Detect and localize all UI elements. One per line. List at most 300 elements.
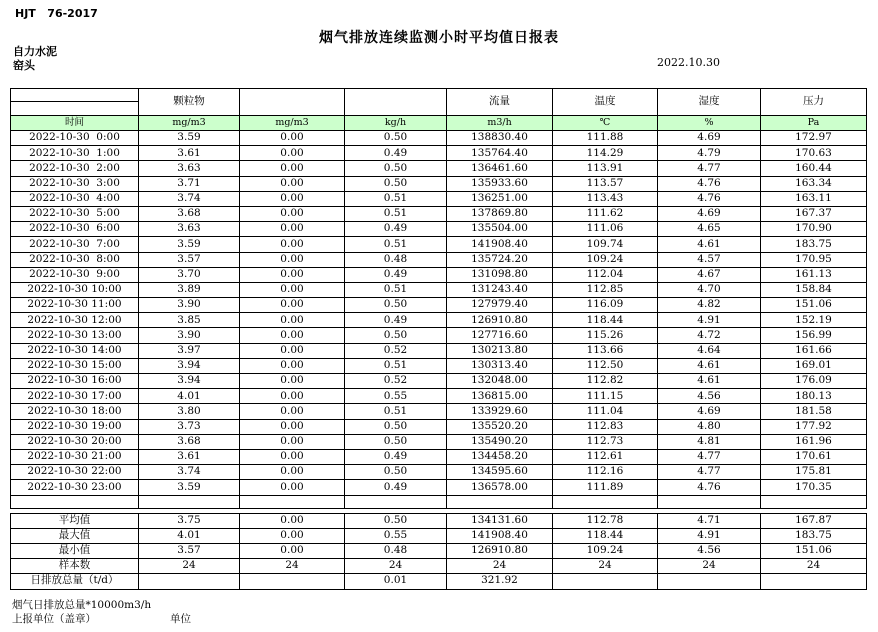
value-cell: 3.63 — [139, 161, 240, 176]
value-cell: 4.01 — [139, 389, 240, 404]
value-cell: 160.44 — [761, 161, 867, 176]
value-cell: 3.89 — [139, 282, 240, 297]
value-cell: 0.49 — [345, 313, 447, 328]
value-cell: 161.13 — [761, 267, 867, 282]
value-cell: 0.00 — [240, 343, 345, 358]
time-cell: 2022-10-30 12:00 — [11, 313, 139, 328]
value-cell: 130213.80 — [447, 343, 553, 358]
value-cell: 158.84 — [761, 282, 867, 297]
time-cell: 2022-10-30 20:00 — [11, 434, 139, 449]
value-cell: 0.50 — [345, 328, 447, 343]
table-row — [11, 282, 867, 297]
value-cell: 0.01 — [345, 573, 447, 589]
value-cell: 24 — [139, 558, 240, 573]
value-cell: 111.06 — [553, 222, 658, 237]
time-cell: 2022-10-30 18:00 — [11, 404, 139, 419]
table-row — [11, 343, 867, 358]
table-row — [11, 237, 867, 252]
corner-cell-bottom — [11, 102, 138, 115]
value-cell: 4.70 — [658, 282, 761, 297]
value-cell: 4.57 — [658, 252, 761, 267]
value-cell: 3.94 — [139, 374, 240, 389]
value-cell: 136251.00 — [447, 191, 553, 206]
value-cell: 3.90 — [139, 298, 240, 313]
value-cell: 24 — [345, 558, 447, 573]
summary-table — [10, 513, 867, 590]
table-row — [11, 313, 867, 328]
empty-cell — [345, 495, 447, 508]
summary-label: 最小值 — [11, 543, 139, 558]
value-cell: 3.59 — [139, 480, 240, 495]
company-name: 自力水泥 — [13, 45, 57, 58]
value-cell: 127979.40 — [447, 298, 553, 313]
spacer-row — [11, 495, 867, 508]
value-cell: 109.24 — [553, 543, 658, 558]
empty-cell — [240, 495, 345, 508]
value-cell: 4.72 — [658, 328, 761, 343]
value-cell: 135490.20 — [447, 434, 553, 449]
value-cell — [658, 573, 761, 589]
value-cell: 3.94 — [139, 358, 240, 373]
value-cell: 3.63 — [139, 222, 240, 237]
value-cell: 0.50 — [345, 161, 447, 176]
value-cell: 0.00 — [240, 328, 345, 343]
value-cell: 3.59 — [139, 237, 240, 252]
table-row — [11, 176, 867, 191]
unit-kg-h: kg/h — [345, 116, 447, 131]
value-cell: 109.24 — [553, 252, 658, 267]
value-cell: 183.75 — [761, 237, 867, 252]
value-cell: 170.90 — [761, 222, 867, 237]
value-cell: 111.15 — [553, 389, 658, 404]
value-cell: 126910.80 — [447, 543, 553, 558]
value-cell: 3.61 — [139, 449, 240, 464]
table-row — [11, 389, 867, 404]
time-cell: 2022-10-30 8:00 — [11, 252, 139, 267]
value-cell: 0.00 — [240, 298, 345, 313]
value-cell: 0.51 — [345, 404, 447, 419]
value-cell: 0.55 — [345, 389, 447, 404]
value-cell: 0.49 — [345, 222, 447, 237]
value-cell: 152.19 — [761, 313, 867, 328]
table-row — [11, 328, 867, 343]
value-cell: 112.16 — [553, 465, 658, 480]
value-cell: 163.11 — [761, 191, 867, 206]
value-cell: 156.99 — [761, 328, 867, 343]
value-cell: 112.78 — [553, 513, 658, 528]
value-cell: 131098.80 — [447, 267, 553, 282]
unit-header-row — [11, 116, 867, 131]
value-cell: 3.59 — [139, 131, 240, 146]
value-cell: 0.48 — [345, 543, 447, 558]
unit-m3-h: m3/h — [447, 116, 553, 131]
value-cell: 138830.40 — [447, 131, 553, 146]
unit-celsius: ℃ — [553, 116, 658, 131]
value-cell: 4.69 — [658, 131, 761, 146]
value-cell: 175.81 — [761, 465, 867, 480]
value-cell: 0.48 — [345, 252, 447, 267]
value-cell: 321.92 — [447, 573, 553, 589]
time-cell: 2022-10-30 19:00 — [11, 419, 139, 434]
value-cell: 4.79 — [658, 146, 761, 161]
value-cell: 4.76 — [658, 191, 761, 206]
value-cell: 0.00 — [240, 176, 345, 191]
value-cell: 134131.60 — [447, 513, 553, 528]
value-cell: 167.87 — [761, 513, 867, 528]
time-cell: 2022-10-30 1:00 — [11, 146, 139, 161]
value-cell: 24 — [553, 558, 658, 573]
value-cell: 163.34 — [761, 176, 867, 191]
value-cell: 3.75 — [139, 513, 240, 528]
value-cell: 3.73 — [139, 419, 240, 434]
value-cell: 111.89 — [553, 480, 658, 495]
empty-cell — [658, 495, 761, 508]
value-cell: 0.00 — [240, 313, 345, 328]
value-cell: 111.62 — [553, 206, 658, 221]
time-cell: 2022-10-30 14:00 — [11, 343, 139, 358]
value-cell: 112.83 — [553, 419, 658, 434]
value-cell: 0.49 — [345, 480, 447, 495]
value-cell: 3.71 — [139, 176, 240, 191]
empty-cell — [11, 495, 139, 508]
value-cell: 118.44 — [553, 313, 658, 328]
value-cell: 0.00 — [240, 252, 345, 267]
value-cell: 134458.20 — [447, 449, 553, 464]
value-cell: 0.51 — [345, 191, 447, 206]
value-cell: 183.75 — [761, 528, 867, 543]
value-cell: 131243.40 — [447, 282, 553, 297]
value-cell: 0.51 — [345, 358, 447, 373]
value-cell: 161.96 — [761, 434, 867, 449]
value-cell: 0.00 — [240, 419, 345, 434]
value-cell: 151.06 — [761, 543, 867, 558]
unit-mg-m3-1: mg/m3 — [139, 116, 240, 131]
table-row — [11, 191, 867, 206]
value-cell: 135520.20 — [447, 419, 553, 434]
value-cell: 135504.00 — [447, 222, 553, 237]
table-row — [11, 543, 867, 558]
flow-note: 烟气日排放总量*10000m3/h — [12, 599, 152, 611]
value-cell: 132048.00 — [447, 374, 553, 389]
time-cell: 2022-10-30 9:00 — [11, 267, 139, 282]
value-cell: 4.91 — [658, 313, 761, 328]
value-cell: 177.92 — [761, 419, 867, 434]
summary-label: 日排放总量（t/d） — [11, 573, 139, 589]
value-cell: 0.49 — [345, 146, 447, 161]
value-cell: 137869.80 — [447, 206, 553, 221]
summary-label: 样本数 — [11, 558, 139, 573]
empty-cell — [553, 495, 658, 508]
value-cell: 134595.60 — [447, 465, 553, 480]
value-cell: 3.70 — [139, 267, 240, 282]
value-cell: 170.63 — [761, 146, 867, 161]
value-cell: 4.71 — [658, 513, 761, 528]
value-cell: 136815.00 — [447, 389, 553, 404]
value-cell: 112.73 — [553, 434, 658, 449]
value-cell: 136578.00 — [447, 480, 553, 495]
value-cell: 0.50 — [345, 434, 447, 449]
value-cell: 112.04 — [553, 267, 658, 282]
report-date: 2022.10.30 — [657, 56, 720, 69]
value-cell: 176.09 — [761, 374, 867, 389]
value-cell: 151.06 — [761, 298, 867, 313]
value-cell: 0.00 — [240, 131, 345, 146]
value-cell: 135724.20 — [447, 252, 553, 267]
value-cell: 169.01 — [761, 358, 867, 373]
value-cell: 0.00 — [240, 191, 345, 206]
value-cell: 0.00 — [240, 465, 345, 480]
reporting-unit-label: 上报单位（盖章） — [12, 613, 96, 625]
time-cell: 2022-10-30 11:00 — [11, 298, 139, 313]
value-cell: 4.64 — [658, 343, 761, 358]
value-cell: 4.61 — [658, 358, 761, 373]
unit-pa: Pa — [761, 116, 867, 131]
value-cell — [761, 573, 867, 589]
value-cell: 4.77 — [658, 465, 761, 480]
value-cell: 24 — [240, 558, 345, 573]
table-row — [11, 434, 867, 449]
col-header-temperature: 温度 — [553, 89, 658, 116]
value-cell: 4.69 — [658, 206, 761, 221]
value-cell: 112.85 — [553, 282, 658, 297]
time-cell: 2022-10-30 4:00 — [11, 191, 139, 206]
value-cell: 4.67 — [658, 267, 761, 282]
table-row — [11, 573, 867, 589]
value-cell: 3.74 — [139, 465, 240, 480]
time-cell: 2022-10-30 15:00 — [11, 358, 139, 373]
value-cell: 4.91 — [658, 528, 761, 543]
value-cell: 0.51 — [345, 282, 447, 297]
value-cell: 3.74 — [139, 191, 240, 206]
value-cell: 4.56 — [658, 543, 761, 558]
value-cell: 3.57 — [139, 543, 240, 558]
unit-mg-m3-2: mg/m3 — [240, 116, 345, 131]
table-row — [11, 374, 867, 389]
summary-rows — [11, 513, 867, 589]
corner-cell-top — [11, 89, 138, 102]
value-cell: 115.26 — [553, 328, 658, 343]
page-title: 烟气排放连续监测小时平均值日报表 — [319, 30, 559, 46]
time-cell: 2022-10-30 0:00 — [11, 131, 139, 146]
time-header: 时间 — [11, 116, 139, 131]
value-cell: 112.50 — [553, 358, 658, 373]
value-cell: 3.80 — [139, 404, 240, 419]
value-cell: 0.50 — [345, 176, 447, 191]
value-cell: 170.61 — [761, 449, 867, 464]
value-cell: 113.66 — [553, 343, 658, 358]
value-cell: 135933.60 — [447, 176, 553, 191]
value-cell: 133929.60 — [447, 404, 553, 419]
value-cell: 141908.40 — [447, 528, 553, 543]
time-cell: 2022-10-30 6:00 — [11, 222, 139, 237]
value-cell: 3.57 — [139, 252, 240, 267]
value-cell: 0.00 — [240, 449, 345, 464]
value-cell: 111.04 — [553, 404, 658, 419]
time-cell: 2022-10-30 7:00 — [11, 237, 139, 252]
value-cell: 4.65 — [658, 222, 761, 237]
value-cell: 4.81 — [658, 434, 761, 449]
value-cell: 180.13 — [761, 389, 867, 404]
report-table-area — [10, 88, 867, 590]
table-row — [11, 513, 867, 528]
value-cell: 136461.60 — [447, 161, 553, 176]
value-cell: 0.00 — [240, 434, 345, 449]
value-cell: 0.00 — [240, 358, 345, 373]
unit-label: 单位 — [170, 613, 191, 625]
value-cell: 4.77 — [658, 161, 761, 176]
value-cell — [139, 573, 240, 589]
table-row — [11, 298, 867, 313]
time-cell: 2022-10-30 10:00 — [11, 282, 139, 297]
value-cell: 161.66 — [761, 343, 867, 358]
value-cell: 4.69 — [658, 404, 761, 419]
table-row — [11, 146, 867, 161]
value-cell: 0.55 — [345, 528, 447, 543]
value-cell: 24 — [761, 558, 867, 573]
value-cell: 0.52 — [345, 374, 447, 389]
value-cell: 0.50 — [345, 419, 447, 434]
value-cell: 4.61 — [658, 237, 761, 252]
time-cell: 2022-10-30 3:00 — [11, 176, 139, 191]
value-cell: 3.90 — [139, 328, 240, 343]
table-row — [11, 449, 867, 464]
value-cell — [553, 573, 658, 589]
doc-code: HJT 76-2017 — [15, 7, 98, 20]
value-cell: 0.50 — [345, 465, 447, 480]
value-cell: 0.00 — [240, 237, 345, 252]
value-cell: 4.76 — [658, 176, 761, 191]
col-header-flow: 流量 — [447, 89, 553, 116]
value-cell: 113.43 — [553, 191, 658, 206]
value-cell: 167.37 — [761, 206, 867, 221]
value-cell: 0.00 — [240, 404, 345, 419]
time-cell: 2022-10-30 13:00 — [11, 328, 139, 343]
value-cell: 135764.40 — [447, 146, 553, 161]
summary-label: 平均值 — [11, 513, 139, 528]
value-cell: 112.61 — [553, 449, 658, 464]
time-cell: 2022-10-30 17:00 — [11, 389, 139, 404]
table-row — [11, 206, 867, 221]
value-cell: 3.85 — [139, 313, 240, 328]
col-header-particulate: 颗粒物 — [139, 89, 240, 116]
value-cell: 4.80 — [658, 419, 761, 434]
value-cell: 0.50 — [345, 131, 447, 146]
table-row — [11, 161, 867, 176]
value-cell: 0.52 — [345, 343, 447, 358]
value-cell: 4.82 — [658, 298, 761, 313]
table-row — [11, 131, 867, 146]
table-row — [11, 358, 867, 373]
value-cell — [240, 573, 345, 589]
table-row — [11, 252, 867, 267]
table-row — [11, 222, 867, 237]
value-cell: 113.91 — [553, 161, 658, 176]
col-header-blank-1 — [240, 89, 345, 116]
value-cell: 24 — [447, 558, 553, 573]
summary-label: 最大值 — [11, 528, 139, 543]
col-header-blank-2 — [345, 89, 447, 116]
value-cell: 4.76 — [658, 480, 761, 495]
col-header-humidity: 湿度 — [658, 89, 761, 116]
value-cell: 0.50 — [345, 298, 447, 313]
value-cell: 3.68 — [139, 434, 240, 449]
value-cell: 141908.40 — [447, 237, 553, 252]
table-row — [11, 419, 867, 434]
time-cell: 2022-10-30 21:00 — [11, 449, 139, 464]
value-cell: 181.58 — [761, 404, 867, 419]
value-cell: 118.44 — [553, 528, 658, 543]
value-cell: 0.00 — [240, 513, 345, 528]
value-cell: 0.00 — [240, 528, 345, 543]
time-cell: 2022-10-30 5:00 — [11, 206, 139, 221]
unit-percent: % — [658, 116, 761, 131]
time-cell: 2022-10-30 22:00 — [11, 465, 139, 480]
value-cell: 127716.60 — [447, 328, 553, 343]
value-cell: 3.61 — [139, 146, 240, 161]
value-cell: 172.97 — [761, 131, 867, 146]
value-cell: 4.56 — [658, 389, 761, 404]
corner-cell — [11, 89, 139, 116]
table-row — [11, 267, 867, 282]
value-cell: 0.00 — [240, 480, 345, 495]
value-cell: 130313.40 — [447, 358, 553, 373]
group-header-row — [11, 89, 867, 116]
value-cell: 0.00 — [240, 389, 345, 404]
value-cell: 0.49 — [345, 267, 447, 282]
time-cell: 2022-10-30 2:00 — [11, 161, 139, 176]
value-cell: 0.00 — [240, 374, 345, 389]
value-cell: 113.57 — [553, 176, 658, 191]
hourly-table — [10, 88, 867, 509]
value-cell: 116.09 — [553, 298, 658, 313]
value-cell: 112.82 — [553, 374, 658, 389]
value-cell: 114.29 — [553, 146, 658, 161]
empty-cell — [139, 495, 240, 508]
table-row — [11, 480, 867, 495]
value-cell: 24 — [658, 558, 761, 573]
value-cell: 3.97 — [139, 343, 240, 358]
table-row — [11, 528, 867, 543]
value-cell: 4.61 — [658, 374, 761, 389]
value-cell: 3.68 — [139, 206, 240, 221]
table-row — [11, 404, 867, 419]
empty-cell — [761, 495, 867, 508]
value-cell: 0.51 — [345, 206, 447, 221]
value-cell: 4.01 — [139, 528, 240, 543]
col-header-pressure: 压力 — [761, 89, 867, 116]
value-cell: 0.51 — [345, 237, 447, 252]
value-cell: 4.77 — [658, 449, 761, 464]
value-cell: 126910.80 — [447, 313, 553, 328]
value-cell: 0.00 — [240, 206, 345, 221]
table-row — [11, 558, 867, 573]
value-cell: 0.00 — [240, 543, 345, 558]
value-cell: 0.00 — [240, 222, 345, 237]
time-cell: 2022-10-30 16:00 — [11, 374, 139, 389]
value-cell: 0.00 — [240, 267, 345, 282]
value-cell: 0.00 — [240, 146, 345, 161]
value-cell: 109.74 — [553, 237, 658, 252]
value-cell: 0.49 — [345, 449, 447, 464]
value-cell: 111.88 — [553, 131, 658, 146]
monitoring-point: 窑头 — [13, 59, 35, 72]
value-cell: 170.95 — [761, 252, 867, 267]
value-cell: 0.00 — [240, 282, 345, 297]
table-row — [11, 465, 867, 480]
empty-cell — [447, 495, 553, 508]
value-cell: 170.35 — [761, 480, 867, 495]
value-cell: 0.50 — [345, 513, 447, 528]
